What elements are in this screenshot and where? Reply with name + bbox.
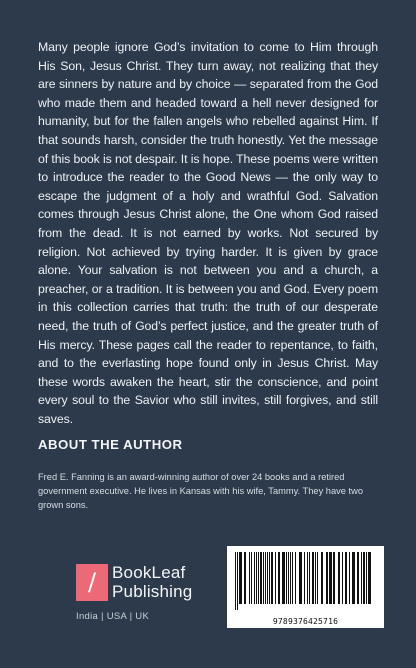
- barcode-bar: [239, 552, 242, 604]
- barcode-bar: [282, 552, 285, 604]
- barcode-bar: [317, 552, 318, 604]
- barcode-bar: [237, 552, 238, 610]
- isbn-barcode: [227, 546, 384, 628]
- barcode-bar: [286, 552, 287, 604]
- barcode-bars: [233, 552, 378, 610]
- barcode-bar: [265, 552, 266, 604]
- barcode-bar: [290, 552, 291, 604]
- barcode-bar: [260, 552, 262, 604]
- barcode-bar: [368, 552, 371, 604]
- barcode-bar: [338, 552, 340, 604]
- barcode-bar: [263, 552, 264, 604]
- barcode-bar: [275, 552, 276, 604]
- publisher-logo-mark: [76, 564, 108, 601]
- barcode-bar: [251, 552, 252, 604]
- barcode-bar: [307, 552, 308, 604]
- book-description: Many people ignore God’s invitation to come to Him through His Son, Jesus Christ. They turn away, not realizing that they are sinners by nature and by choice — separated from the God who made them and headed toward a hell never designed for humanity, but for the fallen angels who rebelled against Him. If that sounds harsh, consider the truth honestly. Yet the message of this book is not despair. It is hope. These poems were written to introduce the reader to the Good News — the only way to escape the judgment of a holy and wrathful God. Salvation comes through Jesus Christ alone, the One whom God raised from the dead. It is not earned by works. Not secured by religion. Not achieved by trying harder. It is given by grace alone. Your salvation is not between you and a church, a preacher, or a tradition. It is between you and God. Every poem in this collection carries that truth: the truth of our desperate need, the truth of God’s perfect justice, and the greater truth of His mercy. These pages call the reader to repentance, to faith, and to the everlasting hope found only in Jesus Christ. May these words awaken the heart, stir the conscience, and point every soul to the Savior who still invites, still forgives, and still saves.: [38, 40, 378, 426]
- barcode-bar: [357, 552, 359, 604]
- isbn-number: 9789376425716: [272, 617, 339, 626]
- barcode-bar: [292, 552, 293, 604]
- barcode-bar: [278, 552, 280, 604]
- barcode-bar: [309, 552, 310, 604]
- barcode-bar: [361, 552, 362, 604]
- barcode-bar: [345, 552, 347, 604]
- barcode-bar: [352, 552, 355, 604]
- publisher-name-line1: BookLeaf: [112, 563, 186, 582]
- barcode-bar: [235, 552, 236, 610]
- publisher-logo: [76, 563, 192, 601]
- barcode-bar: [271, 552, 273, 604]
- barcode-bar: [329, 552, 332, 604]
- barcode-bar: [366, 552, 367, 604]
- barcode-bar: [244, 552, 246, 604]
- barcode-bar: [333, 552, 335, 604]
- barcode-bar: [295, 552, 296, 604]
- barcode-bar: [299, 552, 302, 604]
- author-bio: Fred E. Fanning is an award-winning author of over 24 books and a retired government executive. He lives in Kansas with his wife, Tammy. They have two grown sons.: [38, 472, 364, 511]
- barcode-bar: [304, 552, 305, 604]
- barcode-bar: [288, 552, 289, 604]
- barcode-bar: [315, 552, 316, 604]
- publisher-regions: India | USA | UK: [76, 611, 150, 622]
- barcode-bar: [363, 552, 365, 604]
- barcode-bar: [342, 552, 343, 604]
- barcode-bar: [267, 552, 268, 604]
- barcode-bar: [269, 552, 270, 604]
- barcode-bar: [249, 552, 250, 604]
- barcode-bar: [254, 552, 255, 604]
- publisher-name: [112, 563, 192, 601]
- barcode-bar: [349, 552, 350, 604]
- publisher-name-line2: Publishing: [112, 582, 193, 601]
- barcode-bar: [326, 552, 328, 604]
- barcode-bar: [312, 552, 314, 604]
- about-author-heading: ABOUT THE AUTHOR: [38, 437, 183, 452]
- barcode-bar: [258, 552, 259, 604]
- slash-icon: /: [87, 568, 97, 596]
- barcode-bar: [321, 552, 323, 604]
- barcode-bar: [256, 552, 257, 604]
